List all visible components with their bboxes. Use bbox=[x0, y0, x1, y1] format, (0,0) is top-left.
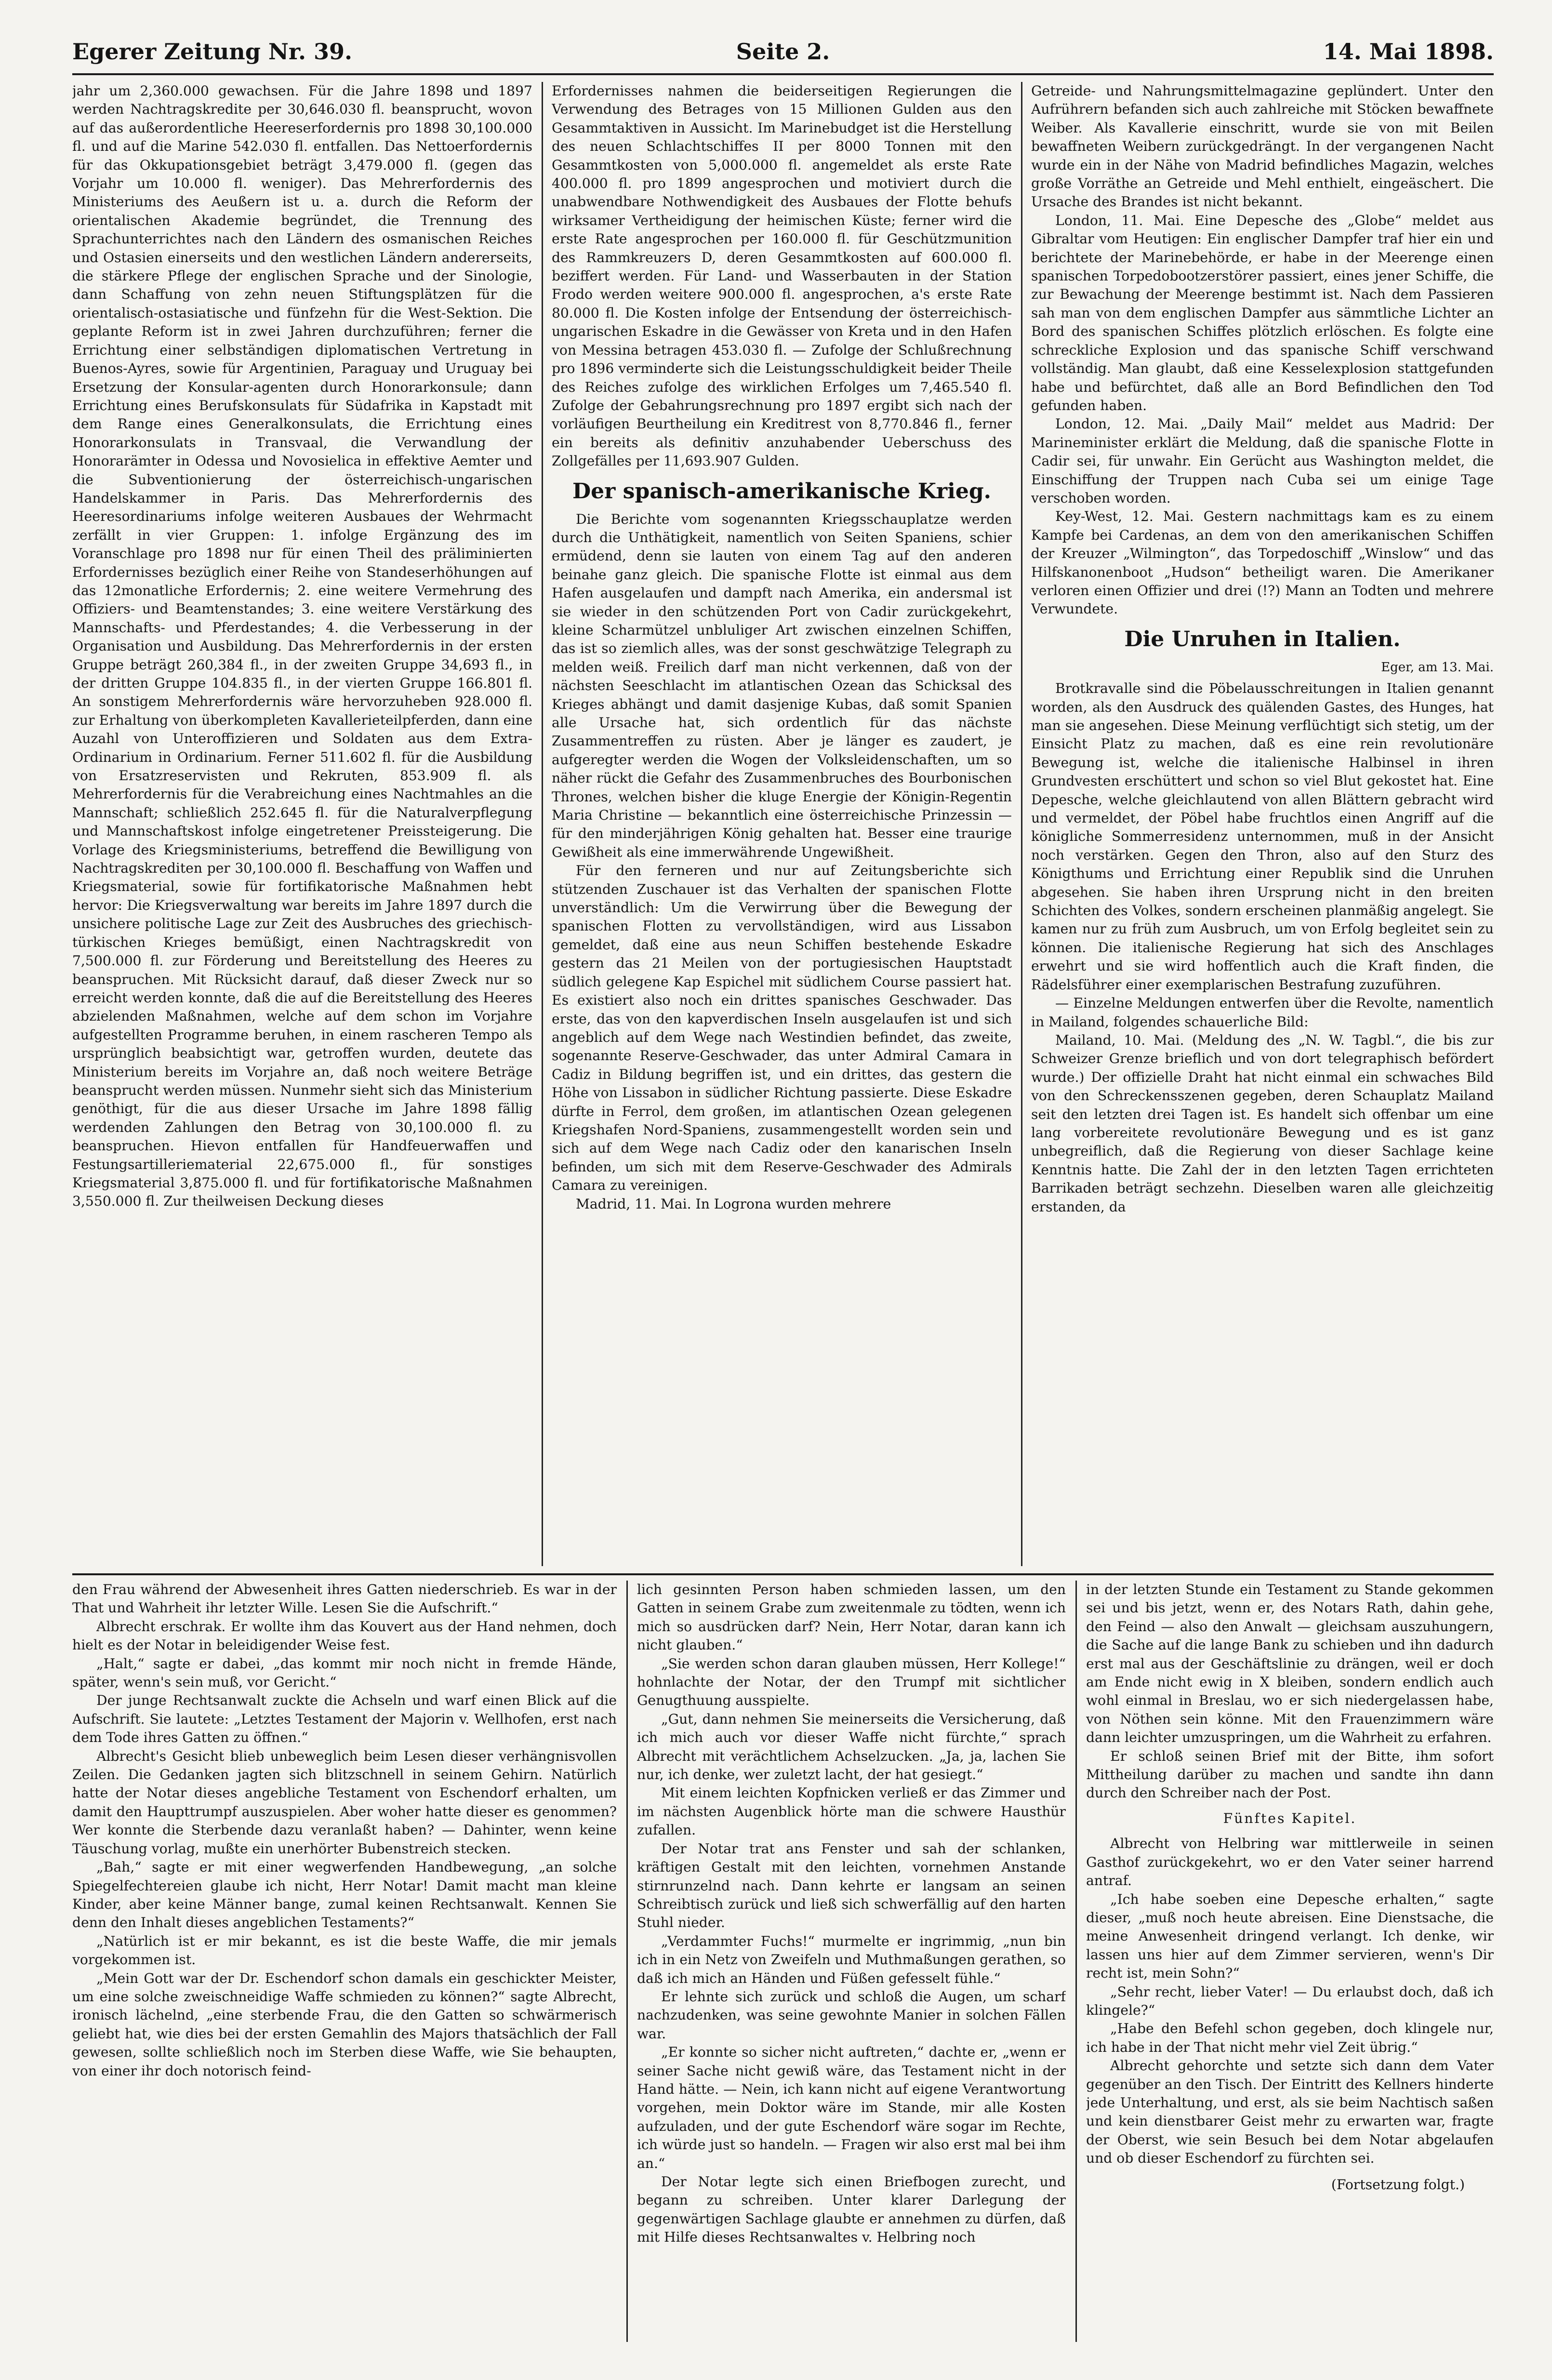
story-paragraph: Mit einem leichten Kopfnicken verließ er das Zimmer und im nächsten Augenblick hörte man die schwere Hausthür zufallen. bbox=[637, 1785, 1066, 1838]
war-paragraph: Die Berichte vom sogenannten Kriegsschauplatze werden durch die Unthätigkeit, namentlich von Seiten Spaniens, schier ermüdend, denn sie lauten von einem Tag auf den anderen beinahe ganz gleich. Die spanische Flotte ist einmal aus dem Hafen ausgelaufen und dampft nach Amerika, ein andersmal ist sie wieder in den schützenden Port von Cadir zurückgekehrt, kleine Scharmützel unbluliger Art zwischen einzelnen Schiffen, das ist so ziemlich alles, was der sonst geschwätzige Telegraph zu melden weiß. Freilich darf man nicht verkennen, daß von der nächsten Seeschlacht im atlantischen Ozean das Schicksal des Krieges abhängt und damit dasjenige Kubas, daß somit Spanien alle Ursache hat, sich ordentlich für das nächste Zusammentreffen zu rüsten. Aber je länger es zaudert, je aufgeregter werden die Wogen der Volksleidenschaften, um so näher rückt die Gefahr des Zusammenbruches des Bourbonischen Thrones, welchen bisher die kluge Energie der Königin-Regentin Maria Christine — bekanntlich eine österreichische Prinzessin — für den minderjährigen König gehalten hat. Besser eine traurige Gewißheit als eine immerwährende Ungewißheit. bbox=[552, 511, 1012, 860]
story-paragraph: Der Notar trat ans Fenster und sah der schlanken, kräftigen Gestalt mit den leichten, vornehmen Anstande stirnrunzelnd nach. Dann kehrte er langsam an seinen Schreibtisch zurück und ließ sich schwerfällig auf den harten Stuhl nieder. bbox=[637, 1840, 1066, 1931]
story-paragraph: Albrecht von Helbring war mittlerweile in seinen Gasthof zurückgekehrt, wo er den Vater seiner harrend antraf. bbox=[1086, 1835, 1494, 1889]
page-number: Seite 2. bbox=[736, 39, 830, 65]
continued-note: (Fortsetzung folgt.) bbox=[1331, 2176, 1465, 2193]
column-divider bbox=[1021, 82, 1022, 1566]
italy-dateline: Eger, am 13. Mai. bbox=[1381, 660, 1494, 675]
story-paragraph: den Frau während der Abwesenheit ihres Gatten niederschrieb. Es war in der That und Wahrheit ihr letzter Wille. Lesen Sie die Aufschrift.“ bbox=[72, 1582, 617, 1616]
story-paragraph: „Habe den Befehl schon gegeben, doch klingele nur, ich habe in der That nicht mehr viel Zeit übrig.“ bbox=[1086, 2021, 1494, 2055]
italy-paragraph: — Einzelne Meldungen entwerfen über die Revolte, namentlich in Mailand, folgendes schauerliche Bild: bbox=[1031, 995, 1494, 1030]
story-paragraph: „Halt,“ sagte er dabei, „das kommt mir noch nicht in fremde Hände, später, wenn's sein muß, vor Gericht.“ bbox=[72, 1655, 617, 1690]
column-divider bbox=[542, 82, 543, 1566]
top-column-2 bbox=[552, 82, 1012, 1566]
story-paragraph: Albrecht gehorchte und setzte sich dann dem Vater gegenüber an den Tisch. Der Eintritt des Kellners hinderte jede Unterhaltung, und erst, als sie beim Nachtisch saßen und kein dienstbarer Geist mehr zu erwarten war, fragte der Oberst, wie sein Besuch bei dem Notar abgelaufen und ob dieser Eschendorf zu fürchten sei. bbox=[1086, 2058, 1494, 2167]
story-paragraph: „Er konnte so sicher nicht auftreten,“ dachte er, „wenn er seiner Sache nicht gewiß wäre, das Testament nicht in der Hand hätte. — Nein, ich kann nicht auf eigene Verantwortung vorgehen, mein Doktor wäre im Stande, mir alle Kosten aufzuladen, und der gute Eschendorf wäre sogar im Rechte, ich würde just so handeln. — Fragen wir also erst mal bei ihm an.“ bbox=[637, 2044, 1066, 2171]
news-paragraph: Getreide- und Nahrungsmittelmagazine geplündert. Unter den Aufrührern befanden sich auch zahlreiche mit Stöcken bewaffnete Weiber. Als Kavallerie einschritt, wurde sie von mit Beilen bewaffneten Weibern zurückgedrängt. In der vergangenen Nacht wurde ein in der Nähe von Madrid befindliches Magazin, welches große Vorräthe an Getreide und Mehl enthielt, eingeäschert. Die Ursache des Brandes ist nicht bekannt. bbox=[1031, 83, 1494, 210]
story-paragraph: „Ich habe soeben eine Depesche erhalten,“ sagte dieser, „muß noch heute abreisen. Eine Dienstsache, die meine Anwesenheit dringend verlangt. Ich denke, wir lassen uns hier auf dem Zimmer servieren, wenn's Dir recht ist, mein Sohn?“ bbox=[1086, 1891, 1494, 1981]
story-paragraph: Albrecht's Gesicht blieb unbeweglich beim Lesen dieser verhängnisvollen Zeilen. Die Gedanken jagten sich blitzschnell in seinem Gehirn. Natürlich hatte der Notar dieses angebliche Testament von Eschendorf erhalten, um damit den Haupttrumpf auszuspielen. Aber woher hatte dieser es genommen? Wer konnte die Sterbende dazu veranlaßt haben? — Dahinter, wenn keine Täuschung vorlag, mußte ein unerhörter Bubenstreich stecken. bbox=[72, 1748, 617, 1857]
story-paragraph: Er lehnte sich zurück und schloß die Augen, um scharf nachzudenken, was seine gewohnte Manier in solchen Fällen war. bbox=[637, 1988, 1066, 2042]
italy-paragraph: Brotkravalle sind die Pöbelausschreitungen in Italien genannt worden, als den Ausdruck des quälenden Gastes, des Hunges, hat man sie angesehen. Diese Meinung verflüchtigt sich stetig, um der Einsicht Platz zu machen, daß es eine rein revolutionäre Bewegung ist, welche die italienische Halbinsel in ihren Grundvesten erschüttert und schon so viel Blut gekostet hat. Eine Depesche, welche gleichlautend von allen Blättern gebracht wird und vermeldet, der Pöbel habe fruchtlos einen Angriff auf die königliche Sommerresidenz unternommen, muß in der Ansicht noch verstärken. Gegen den Thron, also auf den Sturz des Königthums und Errichtung einer Republik sind die Unruhen abgesehen. Sie haben ihren Ursprung nicht in den breiten Schichten des Volkes, sondern erscheinen planmäßig angelegt. Sie kamen nur zu früh zum Ausbruch, um von Erfolg begleitet sein zu können. Die italienische Regierung hat sich des Anschlages erwehrt und sie wird hoffentlich auch die Kraft finden, die Rädelsführer einer exemplarischen Bestrafung zuzuführen. bbox=[1031, 680, 1494, 993]
war-paragraph: Für den ferneren und nur auf Zeitungsberichte sich stützenden Zuschauer ist das Verhalten der spanischen Flotte unverständlich: Um die Verwirrung über die Bewegung der spanischen Flotten zu vervollständigen, wird aus Lissabon gemeldet, daß eine aus neun Schiffen bestehende Eskadre gestern das 21 Meilen von der portugiesischen Hauptstadt südlich gelegene Kap Espichel mit südlichem Course passiert hat. Es existiert also noch ein drittes spanisches Geschwader. Das erste, das von den kapverdischen Inseln ausgelaufen ist und sich angeblich auf dem Wege nach Westindien befindet, das zweite, sogenannte Reserve-Geschwader, das unter Admiral Camara in Cadiz in Bildung begriffen ist, und ein drittes, das gestern die Höhe von Lissabon in südlicher Richtung passierte. Diese Eskadre dürfte in Ferrol, dem großen, im atlantischen Ozean gelegenen Kriegshafen Nord-Spaniens, zusammengestellt worden sein und sich auf dem Wege nach Cadiz oder den kanarischen Inseln befinden, um sich mit dem Reserve-Geschwader des Admirals Camara zu vereinigen. bbox=[552, 863, 1012, 1194]
column-divider bbox=[1075, 1581, 1077, 2342]
paper-title: Egerer Zeitung Nr. 39. bbox=[72, 39, 352, 65]
story-paragraph: „Sie werden schon daran glauben müssen, Herr Kollege!“ hohnlachte der Notar, der den Trumpf mit sichtlicher Genugthuung ausspielte. bbox=[637, 1655, 1066, 1709]
column-divider bbox=[626, 1581, 628, 2342]
news-paragraph: London, 11. Mai. Eine Depesche des „Globe“ meldet aus Gibraltar vom Heutigen: Ein englischer Dampfer traf hier ein und berichtete der Marinebehörde, er habe in der Meerenge einen spanischen Torpedobootzerstörer passiert, eines jener Schiffe, die zur Bewachung der Meerenge bestimmt ist. Nach dem Passieren sah man von dem englischen Dampfer aus sämmtliche Lichter an Bord des spanischen Schiffes plötzlich erlöschen. Es folgte eine schreckliche Explosion und das spanische Schiff verschwand vollständig. Man glaubt, daß eine Kesselexplosion stattgefunden habe und befürchtet, daß alle an Bord Befindlichen den Tod gefunden haben. bbox=[1031, 212, 1494, 413]
header-rule bbox=[72, 73, 1494, 75]
feuilleton-column-3 bbox=[1086, 1581, 1494, 2342]
budget-paragraph: jahr um 2,360.000 gewachsen. Für die Jahre 1898 und 1897 werden Nachtragskredite per 30,646.030 fl. beansprucht, wovon auf das außerordentliche Heereserfordernis pro 1898 30,100.000 fl. und auf die Marine 542.030 fl. entfallen. Das Nettoerfordernis für das Okkupationsgebiet beträgt 3,479.000 fl. (gegen das Vorjahr um 10.000 fl. weniger). Das Mehrerfordernis des Ministeriums des Aeußern ist u. a. durch die Reform der orientalischen Akademie begründet, die Trennung des Sprachunterrichtes nach den Ländern des osmanischen Reiches und Ostasien einerseits und den westlichen Ländern andererseits, die stärkere Pflege der englischen Sprache und der Sinologie, dann Schaffung von zehn neuen Stiftungsplätzen für die orientalisch-ostasiatische und fünfzehn für die West-Sektion. Die geplante Reform ist in zwei Jahren durchzuführen; ferner die Errichtung einer selbständigen diplomatischen Vertretung in Buenos-Ayres, sowie für Argentinien, Paraguay und Uruguay bei Ersetzung der Konsular-agenten durch Honorarkonsule; dann Errichtung eines Berufskonsulats für Südafrika in Kapstadt mit dem Range eines Generalkonsulats, die Errichtung eines Honorarkonsulats in Transvaal, die Verwandlung der Honorarämter in Odessa und Novosielica in effektive Aemter und die Subventionierung der österreichisch-ungarischen Handelskammer in Paris. Das Mehrerfordernis des Heeresordinariums infolge weiteren Ausbaues der Wehrmacht zerfällt in vier Gruppen: 1. infolge Ergänzung des im Voranschlage pro 1898 nur für einen Theil des präliminierten Erfordernisses bezüglich einer Reihe von Standeserhöhungen auf das 12monatliche Erfordernis; 2. eine weitere Vermehrung des Offiziers- und Beamtenstandes; 3. eine weitere Verstärkung des Mannschafts- und Pferdestandes; 4. die Verbesserung in der Organisation und Ausbildung. Das Mehrerfordernis in der ersten Gruppe beträgt 260,384 fl., in der zweiten Gruppe 34,693 fl., in der dritten Gruppe 104.835 fl., in der vierten Gruppe 166.801 fl. An sonstigem Mehrerfordernis wäre hervorzuheben 928.000 fl. zur Erhaltung von überkompleten Kavallerieteilpferden, dann eine Auzahl von Unteroffizieren und Soldaten aus dem Extra-Ordinarium in Ordinarium. Ferner 511.602 fl. für die Ausbildung von Ersatzreservisten und Rekruten, 853.909 fl. als Mehrerfordernis für die Verabreichung eines Nachtmahles an die Mannschaft; schließlich 252.645 fl. für die Naturalverpflegung und Mannschaftskost infolge eingetretener Preissteigerung. Die Vorlage des Kriegsministeriums, betreffend die Bewilligung von Nachtragskrediten per 30,100.000 fl. Beschaffung von Waffen und Kriegsmaterial, sowie für fortifikatorische Maßnahmen hebt hervor: Die Kriegsverwaltung war bereits im Jahre 1897 durch die unsichere politische Lage zur Zeit des Ausbruches des griechisch-türkischen Krieges bemüßigt, einen Nachtragskredit von 7,500.000 fl. zur Förderung und Bereitstellung des Heeres zu beanspruchen. Mit Rücksicht darauf, daß dieser Zweck nur so erreicht werden konnte, daß die auf die Bereitstellung des Heeres abzielenden Maßnahmen, welche auf dem schon im Vorjahre aufgestellten Programme beruhen, in einem rascheren Tempo als ursprünglich beabsichtigt war, getroffen wurden, deutete das Ministerium bereits im Vorjahre an, daß noch weitere Beträge beansprucht werden müssen. Nunmehr sieht sich das Ministerium genöthigt, für die aus dieser Ursache im Jahre 1898 fällig werdenden Zahlungen den Betrag von 30,100.000 fl. zu beanspruchen. Hievon entfallen für Handfeuerwaffen und Festungsartilleriematerial 22,675.000 fl., für sonstiges Kriegsmaterial 3,875.000 fl. und für fortifikatorische Maßnahmen 3,550.000 fl. Zur theilweisen Deckung dieses bbox=[72, 83, 532, 1210]
news-paragraph: Key-West, 12. Mai. Gestern nachmittags kam es zu einem Kampfe bei Cardenas, an dem von den amerikanischen Schiffen der Kreuzer „Wilmington“, das Torpedoschiff „Winslow“ und das Hilfskanonenboot „Hudson“ betheiligt waren. Die Amerikaner verloren einen Offizier und drei (!?) Mann an Todten und mehrere Verwundete. bbox=[1031, 508, 1494, 617]
story-paragraph: Der junge Rechtsanwalt zuckte die Achseln und warf einen Blick auf die Aufschrift. Sie lautete: „Letztes Testament der Majorin v. Wellhofen, erst nach dem Tode ihres Gatten zu öffnen.“ bbox=[72, 1692, 617, 1746]
story-paragraph: Der Notar legte sich einen Briefbogen zurecht, und begann zu schreiben. Unter klarer Darlegung der gegenwärtigen Sachlage glaubte er annehmen zu dürfen, daß mit Hilfe dieses Rechtsanwaltes v. Helbring noch bbox=[637, 2174, 1066, 2246]
top-column-3 bbox=[1031, 82, 1494, 1566]
story-paragraph: „Bah,“ sagte er mit einer wegwerfenden Handbewegung, „an solche Spiegelfechtereien glaube ich nicht, Herr Notar! Damit macht man kleine Kinder, aber keine Männer bange, zumal keinen Rechtsanwalt. Kennen Sie denn den Inhalt dieses angeblichen Testaments?“ bbox=[72, 1859, 617, 1931]
feuilleton-column-2 bbox=[637, 1581, 1066, 2342]
story-paragraph: in der letzten Stunde ein Testament zu Stande gekommen sei und bis jetzt, wenn er, des Notars Rath, dahin gehe, den Feind — also den Anwalt — gleichsam auszuhungern, die Sache auf die lange Bank zu schieben und ihn dadurch erst mal aus der Geschäftslinie zu drängen, weil er doch am Ende nicht ewig in X bleiben, sondern endlich auch wohl einmal in Breslau, wo er sich niedergelassen habe, von Nöthen sein könne. Mit den Frauenzimmern wäre dann leichter umzuspringen, um die Wahrheit zu erfahren. bbox=[1086, 1582, 1494, 1746]
italy-heading: Die Unruhen in Italien. bbox=[1124, 626, 1401, 652]
story-paragraph: Er schloß seinen Brief mit der Bitte, ihm sofort Mittheilung darüber zu machen und sandte ihn dann durch den Schreiber nach der Post. bbox=[1086, 1748, 1494, 1801]
story-paragraph: „Mein Gott war der Dr. Eschendorf schon damals ein geschickter Meister, um eine solche zweischneidige Waffe schmieden zu können?“ sagte Albrecht, ironisch lächelnd, „eine sterbende Frau, die den Gatten so schwärmerisch geliebt hat, wie dies bei der ersten Gemahlin des Majors thatsächlich der Fall gewesen, sollte schließlich noch im Sterben diese Waffe, wie Sie behaupten, von einer ihr doch notorisch feind- bbox=[72, 1970, 617, 2079]
feuilleton-column-1 bbox=[72, 1581, 617, 2342]
story-paragraph: „Verdammter Fuchs!“ murmelte er ingrimmig, „nun bin ich in ein Netz von Zweifeln und Muthmaßungen gerathen, so daß ich mich an Händen und Füßen gefesselt fühle.“ bbox=[637, 1933, 1066, 1986]
newspaper-page bbox=[72, 39, 1494, 2347]
page-header bbox=[72, 39, 1494, 72]
story-paragraph: „Gut, dann nehmen Sie meinerseits die Versicherung, daß ich mich auch vor dieser Waffe nicht fürchte,“ sprach Albrecht mit verächtlichem Achselzucken. „Ja, ja, lachen Sie nur, ich denke, wer zuletzt lacht, der hat gesiegt.“ bbox=[637, 1711, 1066, 1783]
story-paragraph: „Sehr recht, lieber Vater! — Du erlaubst doch, daß ich klingele?“ bbox=[1086, 1983, 1494, 2018]
news-paragraph: London, 12. Mai. „Daily Mail“ meldet aus Madrid: Der Marineminister erklärt die Meldung, daß die spanische Flotte in Cadir sei, für unwahr. Ein Gerücht aus Washington meldet, die Einschiffung der Truppen nach Cuba sei um einige Tage verschoben worden. bbox=[1031, 416, 1494, 506]
story-paragraph: Albrecht erschrak. Er wollte ihm das Kouvert aus der Hand nehmen, doch hielt es der Notar in beleidigender Weise fest. bbox=[72, 1618, 617, 1653]
war-heading: Der spanisch-amerikanische Krieg. bbox=[572, 479, 991, 504]
feuilleton-rule bbox=[72, 1573, 1494, 1575]
issue-date: 14. Mai 1898. bbox=[1323, 39, 1494, 65]
italy-paragraph: Mailand, 10. Mai. (Meldung des „N. W. Tagbl.“, die bis zur Schweizer Grenze brieflich und von dort telegraphisch befördert wurde.) Der offizielle Draht hat nicht einmal ein schwaches Bild von den Schreckensszenen gegeben, deren Schauplatz Mailand seit den letzten drei Tagen ist. Es handelt sich offenbar um eine lang vorbereitete revolutionäre Bewegung und es ist ganz unbegreiflich, daß die Regierung von dieser Sachlage keine Kenntnis hatte. Die Zahl der in den letzten Tagen errichteten Barrikaden beträgt sechzehn. Dieselben waren alle gleichzeitig erstanden, da bbox=[1031, 1032, 1494, 1215]
top-column-1 bbox=[72, 82, 532, 1566]
chapter-heading: Fünftes Kapitel. bbox=[1223, 1810, 1357, 1826]
story-paragraph: „Natürlich ist er mir bekannt, es ist die beste Waffe, die mir jemals vorgekommen ist. bbox=[72, 1933, 617, 1968]
budget-paragraph-continued: Erfordernisses nahmen die beiderseitigen Regierungen die Verwendung des Betrages von 15 Millionen Gulden aus den Gesammtaktiven in Aussicht. Im Marinebudget ist die Herstellung des neuen Schlachtschiffes II per 8000 Tonnen mit den Gesammtkosten von 5,000.000 fl. angemeldet als erste Rate 400.000 fl. pro 1899 angesprochen und motiviert durch die unabwendbare Nothwendigkeit des Ausbaues der Flotte behufs wirksamer Vertheidigung der heimischen Küste; ferner wird die erste Rate angesprochen per 160.000 fl. für Geschützmunition des Rammkreuzers D, deren Gesammtkosten auf 600.000 fl. beziffert werden. Für Land- und Wasserbauten in der Station Frodo werden weitere 900.000 fl. angesprochen, a's erste Rate 80.000 fl. Die Kosten infolge der Entsendung der österreichisch-ungarischen Eskadre in die Gewässer von Kreta und in den Hafen von Messina betragen 453.030 fl. — Zufolge der Schlußrechnung pro 1896 verminderte sich die Leistungsschuldigkeit beider Theile des Reiches zufolge des wirklichen Erfolges um 7,465.540 fl. Zufolge der Gebahrungsrechnung pro 1897 ergibt sich nach der vorläufigen Beurtheilung ein Kreditrest von 8,770.846 fl., ferner ein bereits als definitiv anzuhabender Ueberschuss des Zollgefälles per 11,693.907 Gulden. bbox=[552, 83, 1012, 469]
war-paragraph: Madrid, 11. Mai. In Logrona wurden mehrere bbox=[576, 1196, 891, 1212]
story-paragraph: lich gesinnten Person haben schmieden lassen, um den Gatten in seinem Grabe zum zweitenmale zu tödten, wenn ich mich so ausdrücken darf? Nein, Herr Notar, daran kann ich nicht glauben.“ bbox=[637, 1582, 1066, 1653]
